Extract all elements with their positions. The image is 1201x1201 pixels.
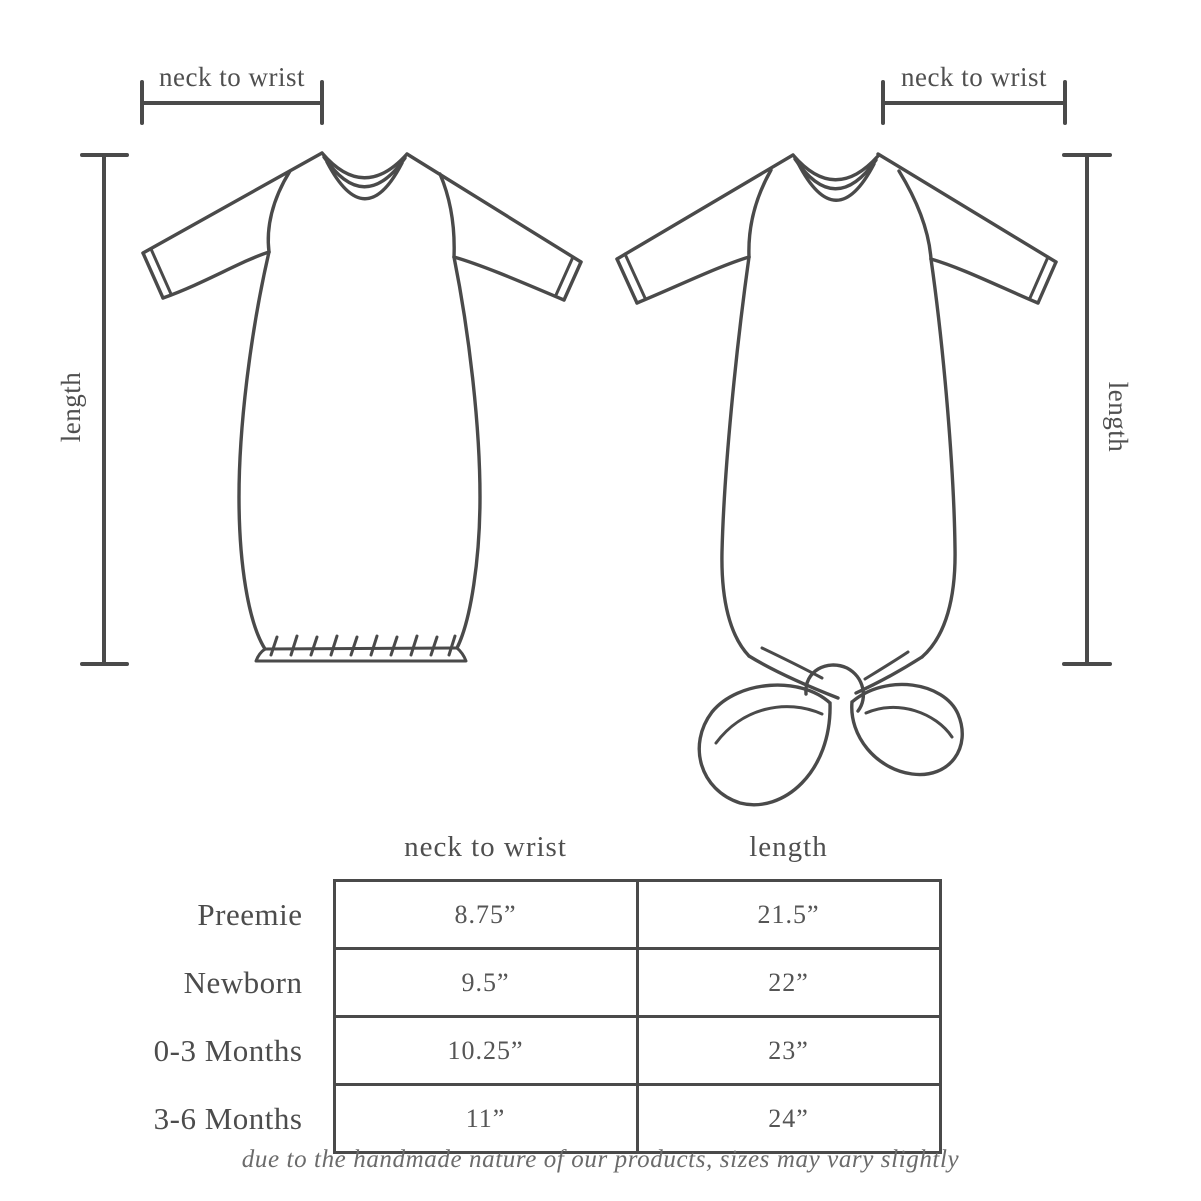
value-cell: 22”: [637, 949, 940, 1017]
value-cell: 8.75”: [334, 881, 637, 949]
size-label-3-6-months: 3-6 Months: [153, 1100, 303, 1136]
size-label-preemie: Preemie: [197, 896, 303, 932]
neck-to-wrist-label-right: neck to wrist: [901, 62, 1047, 92]
neck-to-wrist-bracket-left: [142, 62, 322, 123]
value-cell: 9.5”: [334, 949, 637, 1017]
neck-to-wrist-label-left: neck to wrist: [159, 62, 305, 92]
value-cell: 10.25”: [334, 1017, 637, 1085]
column-header-neck-to-wrist: neck to wrist: [404, 830, 567, 863]
table-row: [120, 1017, 940, 1085]
size-label-0-3-months: 0-3 Months: [153, 1032, 303, 1068]
table-corner-cell: [120, 818, 334, 881]
value-cell: 21.5”: [637, 881, 940, 949]
neck-to-wrist-bracket-right: [883, 62, 1065, 123]
handmade-disclaimer-note: due to the handmade nature of our products, sizes may vary slightly: [241, 1146, 960, 1173]
value-cell: 11”: [334, 1085, 637, 1153]
table-row: [120, 949, 940, 1017]
size-chart-table: [120, 818, 942, 1154]
table-row: [120, 881, 940, 949]
length-label-left: length: [56, 371, 86, 443]
size-label-newborn: Newborn: [183, 964, 303, 1000]
length-label-right: length: [1103, 381, 1133, 453]
length-dimension-left: [56, 155, 127, 664]
length-dimension-right: [1064, 155, 1133, 664]
value-cell: 23”: [637, 1017, 940, 1085]
knotted-gown-drawing: [617, 154, 1056, 805]
column-header-length: length: [749, 830, 828, 863]
classic-gown-drawing: [143, 153, 581, 661]
value-cell: 24”: [637, 1085, 940, 1153]
table-row: [120, 1085, 940, 1153]
table-header-row: [120, 818, 940, 881]
